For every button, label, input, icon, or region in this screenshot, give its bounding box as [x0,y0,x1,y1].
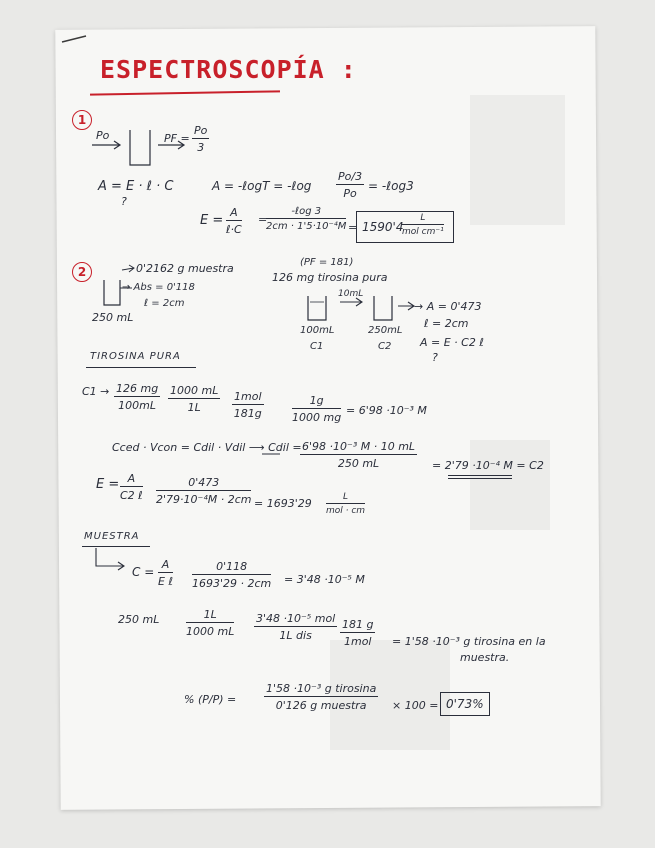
heading-sample-underline [82,546,150,547]
epsilon-f1-num: A [226,206,242,221]
beaker-2-label: C2 [378,341,392,352]
epsilon2-result: = 1693'29 [254,497,312,510]
absorbance-equation-left: A = -ℓogT = -ℓog [212,179,312,193]
epsilon2-units [326,492,365,516]
sample-c-f2-num: 0'118 [192,560,271,575]
pure-tyrosine-mass: 126 mg tirosina pura [272,271,388,284]
c1-f1-den: 100mL [118,399,157,412]
c2-underline-1 [448,475,512,476]
sample-c-f1-den: E ℓ [158,575,173,588]
dilution-fraction [300,440,417,470]
percent-times: × 100 = [392,699,439,712]
page-title: ESPECTROSCOPÍA : [100,55,357,84]
c1-f2-den: 1L [187,401,201,414]
dilution-num: 6'98 ·10⁻³ M · 10 mL [302,440,416,453]
sample-path-length: ℓ = 2cm [144,298,185,309]
beaker-1-label: C1 [310,341,324,352]
c1-frac-3 [232,390,264,420]
percent-result: 0'73% [446,697,484,711]
epsilon2-frac-1 [120,472,143,502]
heading-sample: MUESTRA [84,531,140,542]
pf-numerator: Po [194,124,208,137]
epsilon-f1-den: ℓ·C [226,223,242,236]
sample-c-frac-2 [192,560,271,590]
equals-sign: = [258,213,268,226]
mass-f1-den: 1000 mL [186,625,235,638]
beaker-1-volume: 100mL [300,325,335,336]
c1-f3-den: 181g [233,407,262,420]
beaker-2-volume: 250mL [368,325,403,336]
epsilon2-units-num: L [326,492,365,504]
beer-lambert-law: A = E · ℓ · C [98,179,174,194]
percent-num: 1'58 ·10⁻³ g tirosina [266,682,377,695]
dilution-equation: Cced · Vcon = Cdil · Vdil ⟶ Cdil = [112,441,302,454]
c2-result: = 2'79 ·10⁻⁴ M = C2 [432,459,544,472]
section-number-2: 2 [72,262,92,282]
mass-frac-1 [186,608,234,638]
epsilon2-f2-num: 0'473 [156,476,251,491]
epsilon-fraction-2 [266,206,346,232]
c1-f2-num: 1000 mL [170,384,219,397]
heading-pure-underline [86,367,196,368]
p0-label: Po [96,129,110,142]
c1-f1-num: 126 mg [116,382,159,395]
transfer-volume: 10mL [338,289,364,299]
mass-f2-num: 3'48 ·10⁻⁵ mol [256,612,336,625]
epsilon2-f1-num: A [120,472,143,487]
mass-f2-den: 1L dis [279,629,312,642]
epsilon-f2-den: 2cm · 1'5·10⁻⁴M [266,221,347,232]
equals-sign: = [348,221,358,234]
pure-path-length: ℓ = 2cm [424,317,469,330]
percent-den: 0'126 g muestra [275,699,367,712]
percent-fraction [264,682,378,712]
units-num: L [402,213,444,225]
c1-f3-num: 1mol [234,390,262,403]
epsilon2-f2-den: 2'79·10⁻⁴M · 2cm [156,493,252,506]
c1-frac-1 [114,382,160,412]
absorbance-denominator: Po [343,187,357,200]
mass-f3-num: 181 g [342,618,374,631]
epsilon2-label: E = [96,477,120,492]
epsilon-result-units [402,213,444,237]
heading-pure-tyrosine: TIROSINA PURA [90,351,181,362]
c1-frac-4 [292,394,341,424]
pf-fraction [192,124,209,154]
c1-label: C1 → [82,385,110,398]
sample-c-f1-num: A [158,558,173,573]
sample-volume-start: 250 mL [118,613,160,626]
molar-mass-note: (PF = 181) [300,257,354,268]
epsilon2-f1-den: C2 ℓ [120,489,143,502]
mass-f1-num: 1L [186,608,234,623]
mass-f3-den: 1mol [343,635,372,648]
unknown-mark: ? [121,195,127,208]
epsilon-f2-num: -ℓog 3 [266,206,346,219]
epsilon2-units-den: mol · cm [326,506,366,516]
epsilon-label: E = [200,213,224,228]
c2-underline-2 [448,478,512,479]
epsilon2-frac-2 [156,476,251,506]
mass-frac-2 [254,612,337,642]
absorbance-numerator: Po/3 [338,170,363,183]
sample-absorbance: → Abs = 0'118 [122,282,195,293]
pf-eq-label: PF = [164,132,190,145]
pure-absorbance: → A = 0'473 [414,300,482,313]
beer-law-c2: A = E · C2 ℓ [420,336,484,349]
sample-c-label: C = [132,565,155,579]
sample-c-frac-1 [158,558,173,588]
unknown-mark: ? [432,351,438,364]
absorbance-equation-right: = -ℓog3 [368,179,414,193]
absorbance-fraction [336,170,364,200]
epsilon-result: 1590'4 [362,220,404,234]
section-number-1: 1 [72,110,92,130]
mass-result-line-2: muestra. [460,651,510,664]
sample-c-result: = 3'48 ·10⁻⁵ M [284,573,365,586]
units-den: mol cm⁻¹ [402,227,444,237]
dilution-den: 250 mL [337,457,380,470]
epsilon-fraction-1 [226,206,242,236]
mass-result-line-1: = 1'58 ·10⁻³ g tirosina en la [392,635,546,648]
c1-f4-num: 1g [292,394,341,409]
mass-frac-3 [340,618,375,648]
sample-mass: 0'2162 g muestra [136,262,234,275]
percent-label: % (P/P) = [184,693,237,706]
pf-denominator: 3 [197,141,205,154]
c1-f4-den: 1000 mg [292,411,342,424]
sample-volume: 250 mL [92,311,134,324]
sample-c-f2-den: 1693'29 · 2cm [192,577,272,590]
c1-result: = 6'98 ·10⁻³ M [346,404,427,417]
c1-frac-2 [168,384,220,414]
